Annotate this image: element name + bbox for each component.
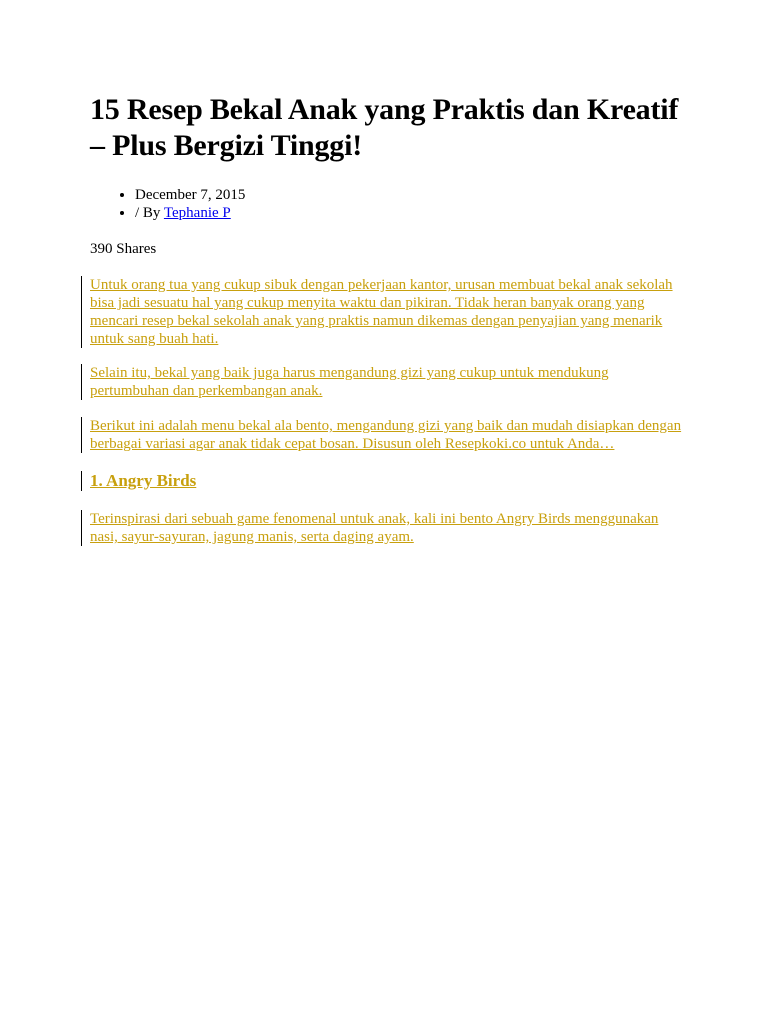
share-count: 390 Shares — [90, 241, 157, 257]
article-meta-list — [90, 186, 690, 222]
intro-paragraph-3 — [90, 417, 690, 453]
article-page — [90, 92, 690, 546]
intro-paragraph-1-link[interactable]: Untuk orang tua yang cukup sibuk dengan pekerjaan kantor, urusan membuat bekal anak sekolah bisa jadi sesuatu hal yang cukup menyita waktu dan pikiran. Tidak heran banyak orang yang mencari resep bekal sekolah anak yang praktis namun dikemas dengan penyajian yang menarik untuk sang buah hati. — [90, 277, 673, 347]
section-heading-link[interactable]: 1. Angry Birds — [90, 471, 197, 490]
section-paragraph-link[interactable]: Terinspirasi dari sebuah game fenomenal untuk anak, kali ini bento Angry Birds menggunakan nasi, sayur-sayuran, jagung manis, serta daging ayam. — [90, 511, 659, 545]
author-prefix: / By — [135, 205, 164, 221]
intro-paragraph-2-link[interactable]: Selain itu, bekal yang baik juga harus mengandung gizi yang cukup untuk mendukung pertumbuhan dan perkembangan anak. — [90, 365, 609, 399]
author-link[interactable]: Tephanie P — [163, 205, 231, 221]
intro-paragraph-2 — [90, 364, 690, 400]
section-paragraph — [90, 510, 690, 546]
article-date-item — [135, 186, 690, 204]
article-author-item — [135, 204, 690, 222]
article-date: December 7, 2015 — [135, 187, 246, 203]
intro-paragraph-3-link[interactable]: Berikut ini adalah menu bekal ala bento, mengandung gizi yang baik dan mudah disiapkan dengan berbagai variasi agar anak tidak cepat bosan. Disusun oleh Resepkoki.co untuk Anda… — [90, 418, 682, 452]
intro-paragraph-1 — [90, 276, 690, 348]
article-title: 15 Resep Bekal Anak yang Praktis dan Kreatif – Plus Bergizi Tinggi! — [90, 93, 679, 162]
section-heading — [90, 471, 690, 491]
